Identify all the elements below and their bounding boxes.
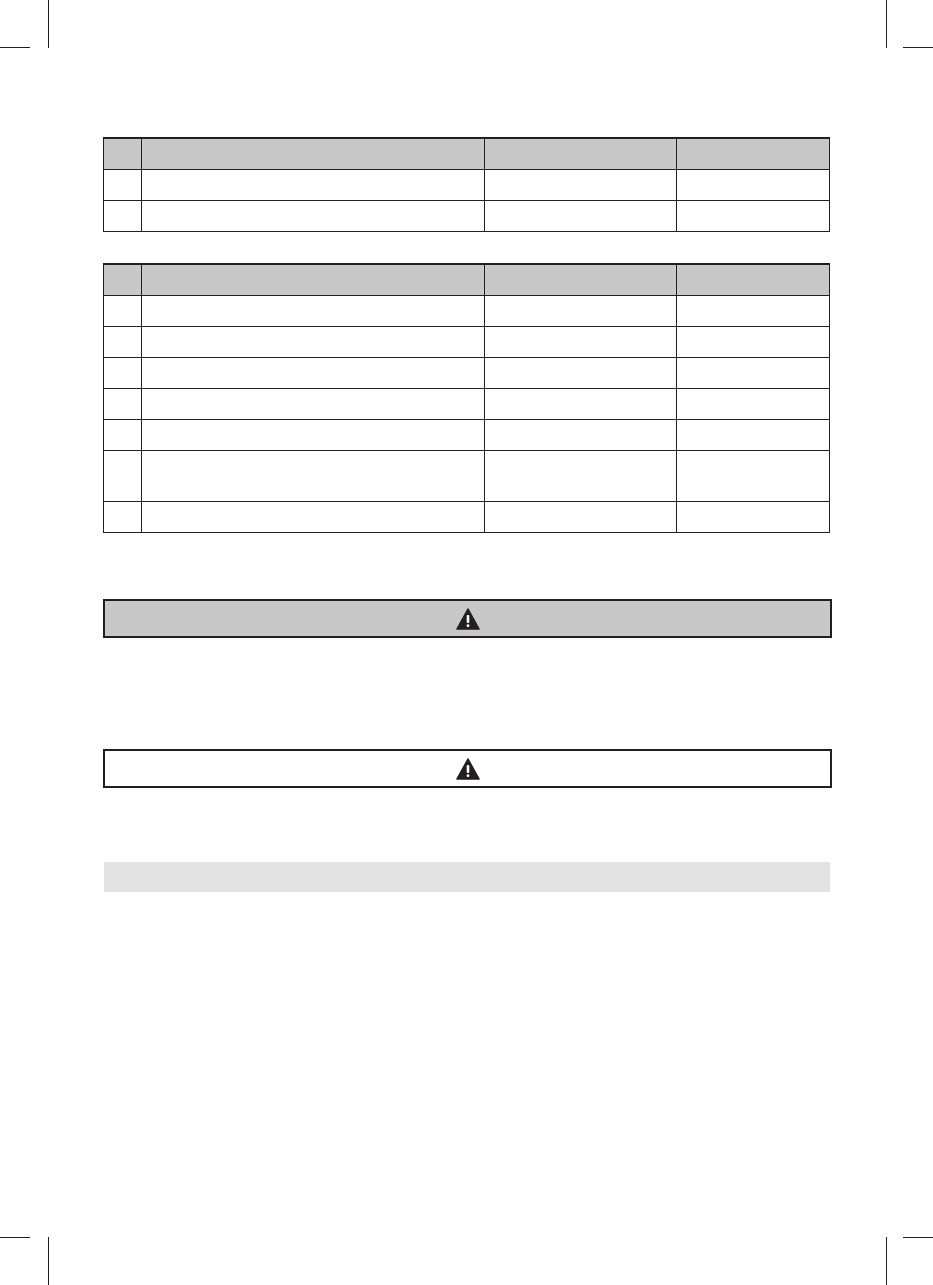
header-cell [676,264,829,296]
table-cell [142,502,484,533]
table-header-row [104,264,830,296]
table-cell [484,170,676,201]
crop-mark-bottom-right-vertical [886,1237,887,1285]
table-header-row [104,138,830,170]
table-cell [142,170,484,201]
table-cell [676,358,829,389]
table-cell [142,327,484,358]
section-heading-band [104,862,830,892]
table-cell [104,451,142,502]
header-cell [104,138,142,170]
table-cell [484,420,676,451]
header-cell [142,138,484,170]
table-cell [104,389,142,420]
table-row [104,420,830,451]
table-cell [676,389,829,420]
table-cell [142,296,484,327]
table-cell [484,502,676,533]
crop-mark-top-left-vertical [48,0,49,48]
table-cell [484,358,676,389]
table-cell [104,502,142,533]
table-cell [142,389,484,420]
table-cell [484,201,676,232]
warning-banner-shaded [103,599,832,638]
table-cell [104,296,142,327]
parts-table-bottom [103,263,830,533]
table-row [104,358,830,389]
crop-mark-bottom-left-vertical [48,1237,49,1285]
table-row [104,170,830,201]
table-cell [484,451,676,502]
table-cell [142,201,484,232]
crop-mark-top-right-horizontal [903,47,933,48]
table-cell [484,296,676,327]
table-cell [104,327,142,358]
table-cell [142,451,484,502]
crop-mark-top-left-horizontal [0,47,30,48]
table-cell [104,358,142,389]
table-cell [104,170,142,201]
header-cell [484,138,676,170]
table-cell [676,502,829,533]
table-cell [104,420,142,451]
table-cell [484,389,676,420]
table-row [104,296,830,327]
crop-mark-bottom-right-horizontal [903,1237,933,1238]
table-cell [676,451,829,502]
table-row [104,201,830,232]
table-cell [104,201,142,232]
table-cell [676,201,829,232]
table-cell [676,327,829,358]
table-cell [142,358,484,389]
header-cell [676,138,829,170]
table-row [104,389,830,420]
table-row [104,451,830,502]
table-cell [676,296,829,327]
warning-triangle-icon [456,608,480,630]
table-row [104,327,830,358]
crop-mark-bottom-left-horizontal [0,1237,30,1238]
header-cell [484,264,676,296]
crop-mark-top-right-vertical [886,0,887,48]
warning-banner-plain [103,749,832,788]
warning-triangle-icon [456,758,480,780]
table-row [104,502,830,533]
table-cell [676,420,829,451]
table-cell [676,170,829,201]
table-cell [142,420,484,451]
header-cell [142,264,484,296]
parts-table-top [103,137,830,232]
header-cell [104,264,142,296]
table-cell [484,327,676,358]
